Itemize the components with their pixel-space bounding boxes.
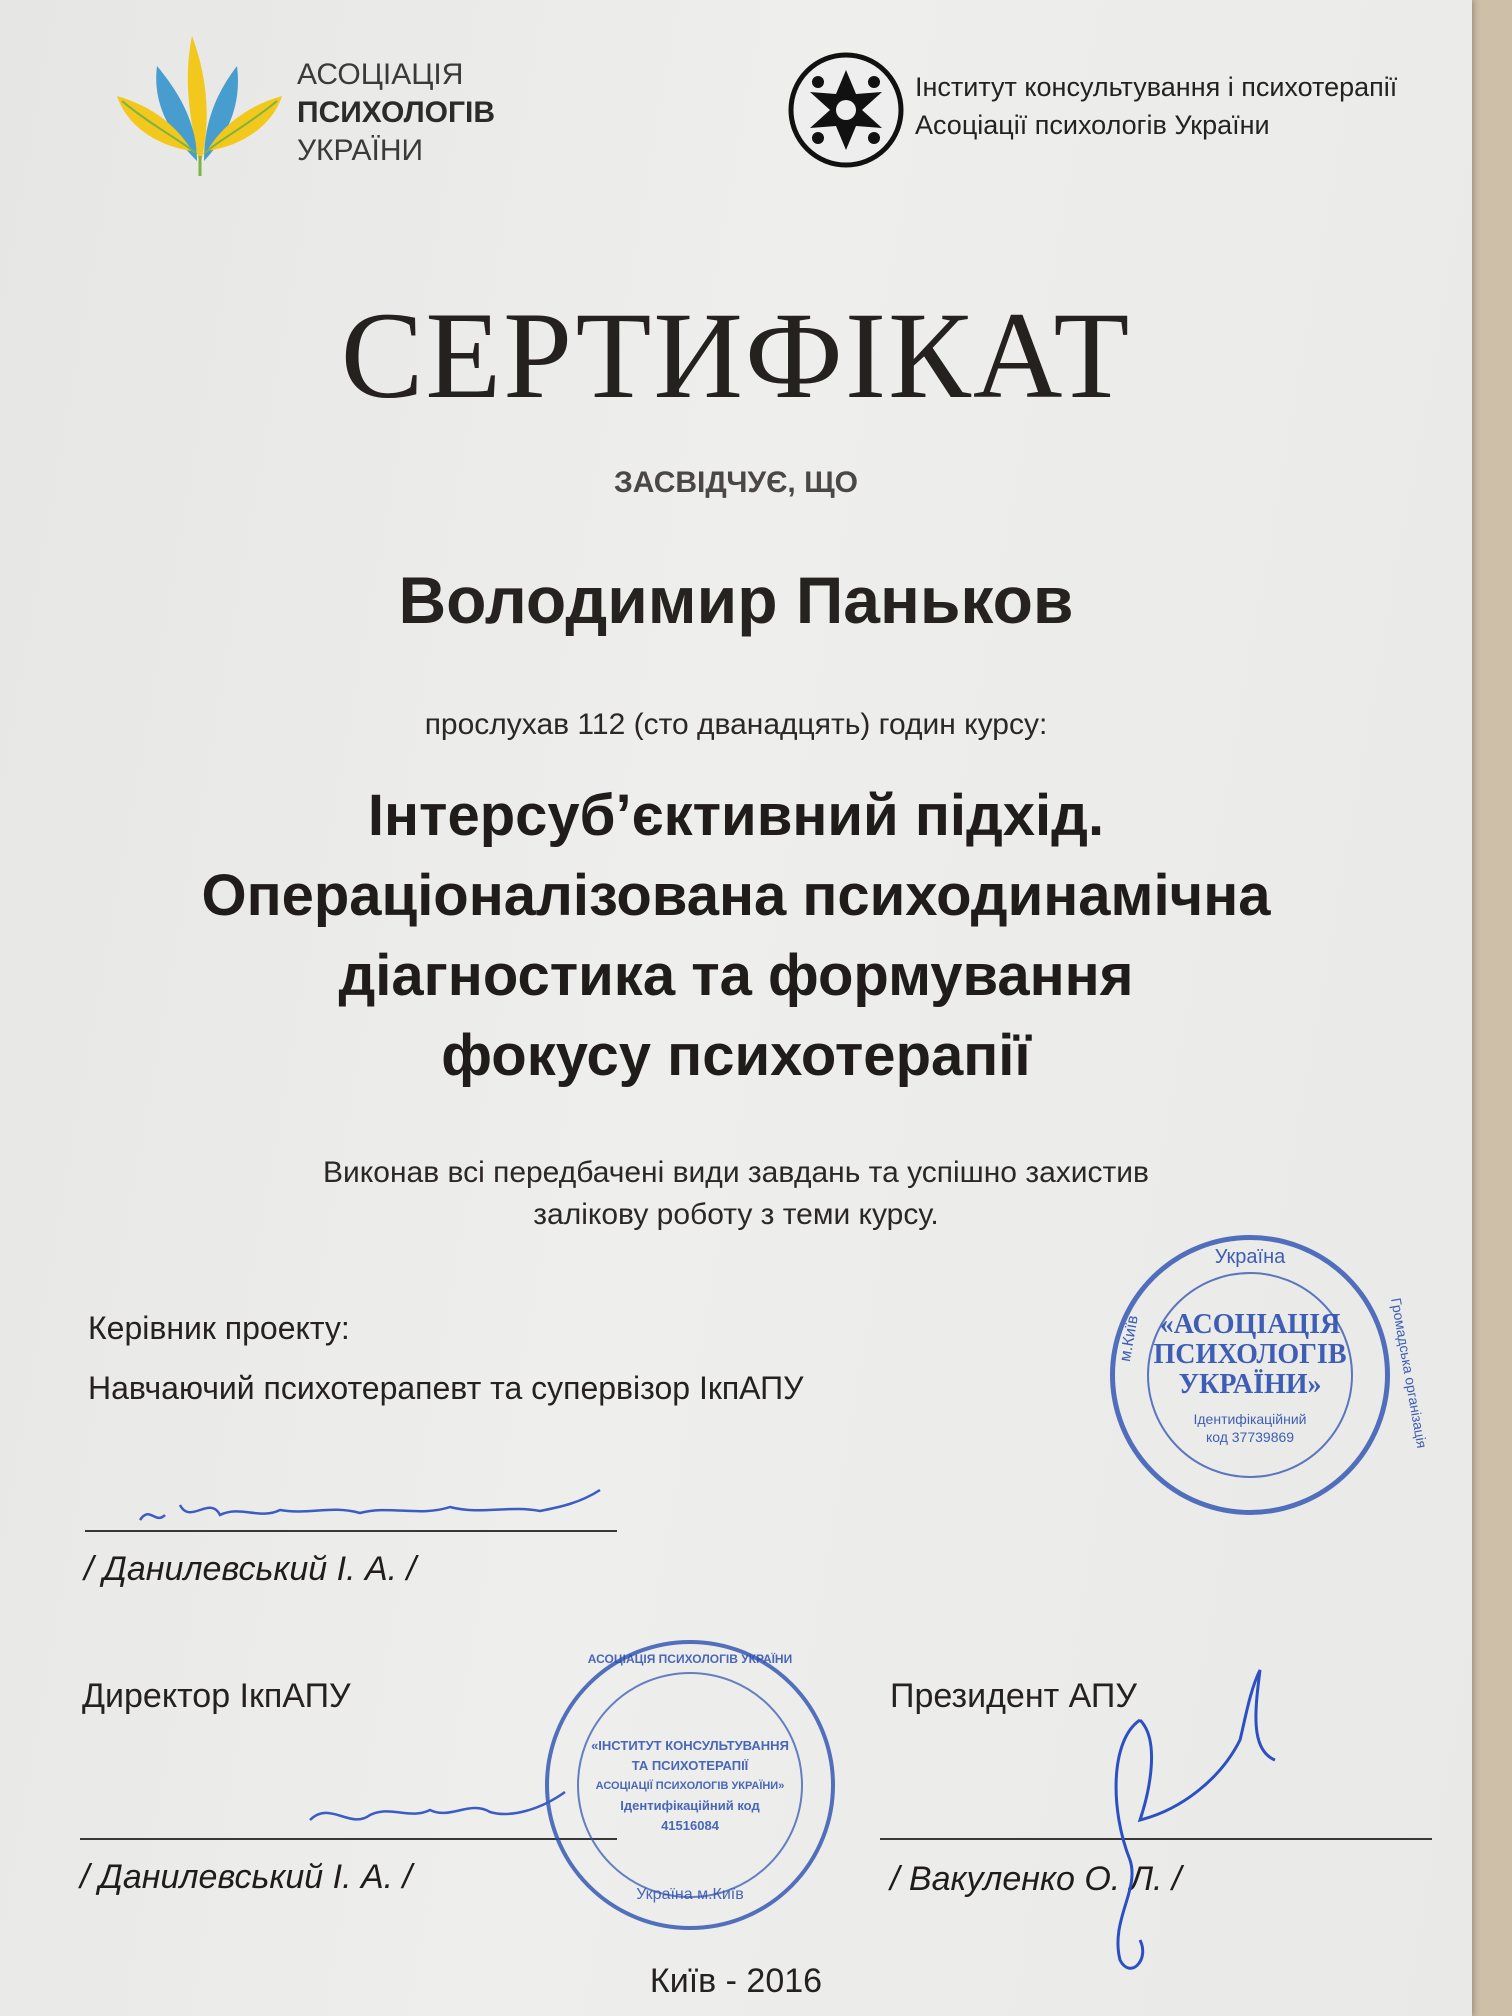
institute-emblem-icon	[788, 52, 904, 168]
project-lead-signature-line	[85, 1530, 617, 1532]
hours-text: прослухав 112 (сто дванадцять) годин курсу:	[424, 708, 1048, 741]
certifies-label: ЗАСВІДЧУЄ, ЩО	[613, 466, 858, 499]
stamp-line: ПСИХОЛОГІВ	[1153, 1339, 1347, 1370]
apu-logo-line1: АСОЦІАЦІЯ	[297, 58, 464, 91]
certificate-title: СЕРТИФІКАТ	[340, 287, 1132, 424]
completion-line: Виконав всі передбачені види завдань та успішно захистив	[323, 1156, 1149, 1189]
stamp-line: ТА ПСИХОТЕРАПІЇ	[631, 1758, 749, 1773]
stamp-line: Ідентифікаційний код	[620, 1798, 760, 1813]
course-line: Інтерсуб’єктивний підхід.	[367, 783, 1105, 848]
stamp-line: «АСОЦІАЦІЯ	[1159, 1309, 1341, 1340]
apu-leaf-logo-icon	[112, 26, 287, 176]
place-year: Київ - 2016	[649, 1962, 823, 2000]
course-title	[0, 776, 1472, 1096]
apu-logo-text	[297, 56, 495, 170]
stamp-code: 41516084	[661, 1818, 719, 1833]
project-lead-role: Навчаючий психотерапевт та супервізор ІкпАПУ	[88, 1370, 804, 1406]
stamp-outer-text: АСОЦІАЦІЯ ПСИХОЛОГІВ УКРАЇНИ	[587, 1652, 793, 1666]
president-name: / Вакуленко О. Л. /	[890, 1860, 1182, 1898]
project-lead-name: / Данилевський І. А. /	[84, 1550, 416, 1588]
stamp-left-arc: м.Київ	[1117, 1314, 1142, 1363]
course-line: діагностика та формування	[338, 943, 1134, 1008]
stamp-line: «ІНСТИТУТ КОНСУЛЬТУВАННЯ	[591, 1738, 789, 1753]
apu-logo-line3: УКРАЇНИ	[297, 134, 424, 167]
completion-text	[0, 1152, 1472, 1236]
director-label: Директор ІкпАПУ	[82, 1677, 351, 1715]
institute-text	[915, 68, 1397, 144]
apu-logo-line2: ПСИХОЛОГІВ	[297, 96, 496, 129]
director-name: / Данилевський І. А. /	[80, 1858, 412, 1896]
director-signature-icon	[300, 1780, 580, 1840]
apu-stamp	[1110, 1235, 1430, 1515]
stamp-code: код 37739869	[1205, 1429, 1295, 1445]
president-label: Президент АПУ	[890, 1677, 1137, 1715]
project-lead-signature-icon	[130, 1475, 620, 1535]
stamp-line: АСОЦІАЦІЇ ПСИХОЛОГІВ УКРАЇНИ»	[595, 1780, 785, 1792]
stamp-line: Ідентифікаційний	[1193, 1411, 1307, 1427]
stamp-line: УКРАЇНИ»	[1178, 1369, 1322, 1400]
course-line: Операціоналізована психодинамічна	[201, 863, 1271, 928]
recipient-name: Володимир Паньков	[398, 563, 1074, 637]
president-signature-icon	[1070, 1660, 1290, 1990]
stamp-right-arc: Громадська організація	[1387, 1296, 1430, 1450]
institute-line2: Асоціації психологів України	[915, 110, 1270, 140]
completion-line: залікову роботу з теми курсу.	[533, 1198, 939, 1231]
institute-stamp	[545, 1640, 835, 1930]
project-lead-label: Керівник проекту:	[88, 1310, 350, 1346]
institute-line1: Інститут консультування і психотерапії	[915, 72, 1398, 102]
course-line: фокусу психотерапії	[441, 1023, 1031, 1088]
stamp-top-text: Україна	[1214, 1246, 1286, 1268]
stamp-bottom-text: Україна м.Київ	[636, 1886, 744, 1903]
